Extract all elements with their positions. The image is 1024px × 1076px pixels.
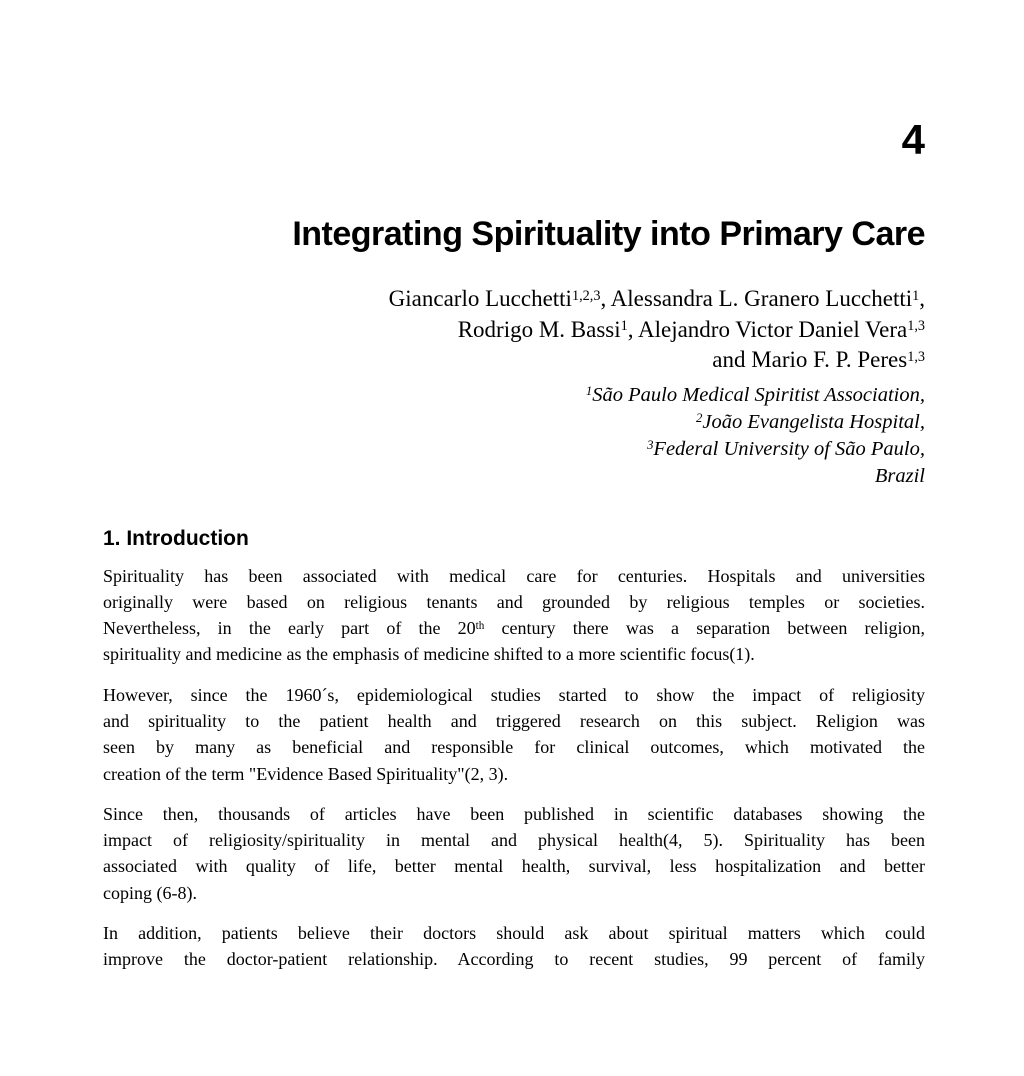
text-line: Spirituality has been associated with medical care for centuries. Hospitals and universities [103, 565, 925, 586]
text-line: Brazil [874, 464, 925, 487]
text-line: $^1$São Paulo Medical Spiritist Association, [585, 383, 925, 406]
text-line: associated with quality of life, better mental health, survival, less hospitalization and better [103, 856, 925, 877]
affiliations-block [103, 382, 925, 490]
text-line: originally were based on religious tenants and grounded by religious temples or societies. [103, 591, 925, 612]
text-line: creation of the term "Evidence Based Spirituality"(2, 3). [103, 763, 509, 784]
text-line: impact of religiosity/spirituality in mental and physical health(4, 5). Spirituality has been [103, 830, 925, 851]
paragraph [103, 801, 925, 906]
authors-block [103, 284, 925, 376]
document-page [103, 116, 925, 973]
text-line: spirituality and medicine as the emphasis of medicine shifted to a more scientific focus(1). [103, 644, 755, 665]
text-line: improve the doctor-patient relationship. According to recent studies, 99 percent of family [103, 949, 925, 970]
text-line: Rodrigo M. Bassi$^1$, Alejandro Victor Daniel Vera$^{1,3}$ [457, 316, 925, 342]
text-line: seen by many as beneficial and responsible for clinical outcomes, which motivated the [103, 737, 925, 758]
text-line: However, since the 1960´s, epidemiological studies started to show the impact of religiosity [103, 684, 925, 705]
page-title: Integrating Spirituality into Primary Care [292, 215, 925, 253]
paragraph [103, 563, 925, 668]
text-line: In addition, patients believe their doctors should ask about spiritual matters which could [103, 923, 925, 944]
text-line: $^2$João Evangelista Hospital, [696, 410, 925, 433]
page-number: 4 [901, 116, 925, 163]
text-line: and Mario F. P. Peres$^{1,3}$ [712, 347, 925, 372]
text-line: Nevertheless, in the early part of the 20th century there was a separation between religion, [103, 618, 925, 639]
text-line: Since then, thousands of articles have been published in scientific databases showing the [103, 803, 925, 824]
section-heading: 1. Introduction [103, 526, 249, 550]
paragraph [103, 920, 925, 973]
text-line: Giancarlo Lucchetti$^{1,2,3}$, Alessandra L. Granero Lucchetti$^1$, [388, 286, 925, 311]
paragraph [103, 682, 925, 787]
intro-body [103, 563, 925, 973]
text-line: coping (6-8). [103, 882, 197, 903]
text-line: $^3$Federal University of São Paulo, [647, 437, 925, 460]
text-line: and spirituality to the patient health and triggered research on this subject. Religion was [103, 710, 925, 731]
